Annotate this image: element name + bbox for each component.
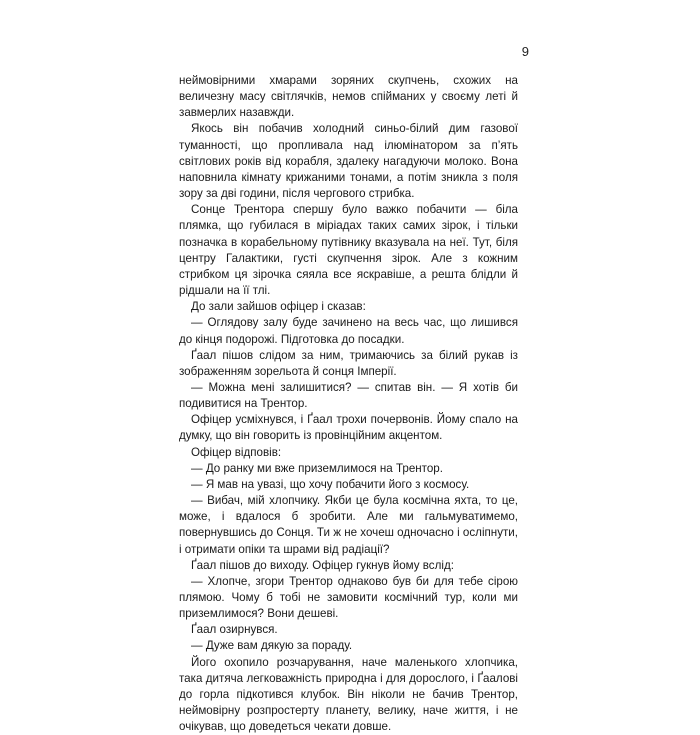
paragraph: Офіцер усміхнувся, і Ґаал трохи почервонів. Йому спало на думку, що він говорить із провінційним акцентом.	[179, 413, 518, 443]
paragraph: — Можна мені залишитися? — спитав він. — Я хотів би подивитися на Трентор.	[179, 380, 518, 411]
paragraph: Ґаал пішов слідом за ним, тримаючись за білий рукав із зображенням зорельота й сонця Імперії.	[179, 348, 518, 378]
paragraph: — Оглядову залу буде зачинено на весь час, що лишився до кінця подорожі. Підготовка до посадки.	[179, 316, 518, 346]
paragraph: — До ранку ми вже приземлимося на Трентор.	[191, 461, 443, 475]
paragraph: Сонце Трентора спершу було важко побачити — біла плямка, що губилася в міріадах таких самих зірок, і тільки позначка в корабельному путівнику вказувала на неї. Тут, біля центру Галактики, густі скупчення зірок. Але з кожним стрибком ця зірочка сяяла все яскравіше, а решта блідли й рідшали на її тлі.	[179, 203, 518, 298]
paragraph: — Хлопче, згори Трентор однаково був би для тебе сірою плямою. Чому б тобі не замовити космічний тур, коли ми приземлимося? Вони дешеві.	[179, 574, 518, 621]
paragraph: Ґаал озирнувся.	[191, 623, 278, 637]
paragraph: Ґаал пішов до виходу. Офіцер гукнув йому вслід:	[191, 558, 454, 572]
body-text	[179, 73, 518, 735]
page-number: 9	[521, 44, 529, 59]
paragraph: — Я мав на увазі, що хочу побачити його з космосу.	[191, 477, 470, 491]
paragraph: — Вибач, мій хлопчику. Якби це була космічна яхта, то це, може, і вдалося б зробити. Але ми гальмуватимемо, повернувшись до Сонця. Ти ж не хочеш одночасно і осліпнути, і отримати опіки та шрами від радіації?	[179, 494, 518, 556]
paragraph: Його охопило розчарування, наче маленького хлопчика, така дитяча легковажність природна і для дорослого, і Ґаалові до горла підкотився клубок. Він ніколи не бачив Трентор, неймовірну розпростерту планету, велику, наче життя, і не очікував, що доведеться чекати довше.	[179, 655, 518, 734]
paragraph: Офіцер відповів:	[191, 445, 282, 459]
paragraph: До зали зайшов офіцер і сказав:	[191, 300, 366, 314]
paragraph: — Дуже вам дякую за пораду.	[191, 639, 353, 653]
paragraph: неймовірними хмарами зоряних скупчень, схожих на величезну масу світлячків, немов спійманих у своєму леті й завмерлих назавжди.	[179, 74, 518, 120]
paragraph: Якось він побачив холодний синьо-білий дим газової туманності, що пропливала над ілюмінатором за п’ять світлових років від корабля, здалеку нагадуючи молоко. Вона наповнила кімнату крижаними тонами, а потім зникла з поля зору за дві години, після чергового стрибка.	[179, 122, 518, 201]
